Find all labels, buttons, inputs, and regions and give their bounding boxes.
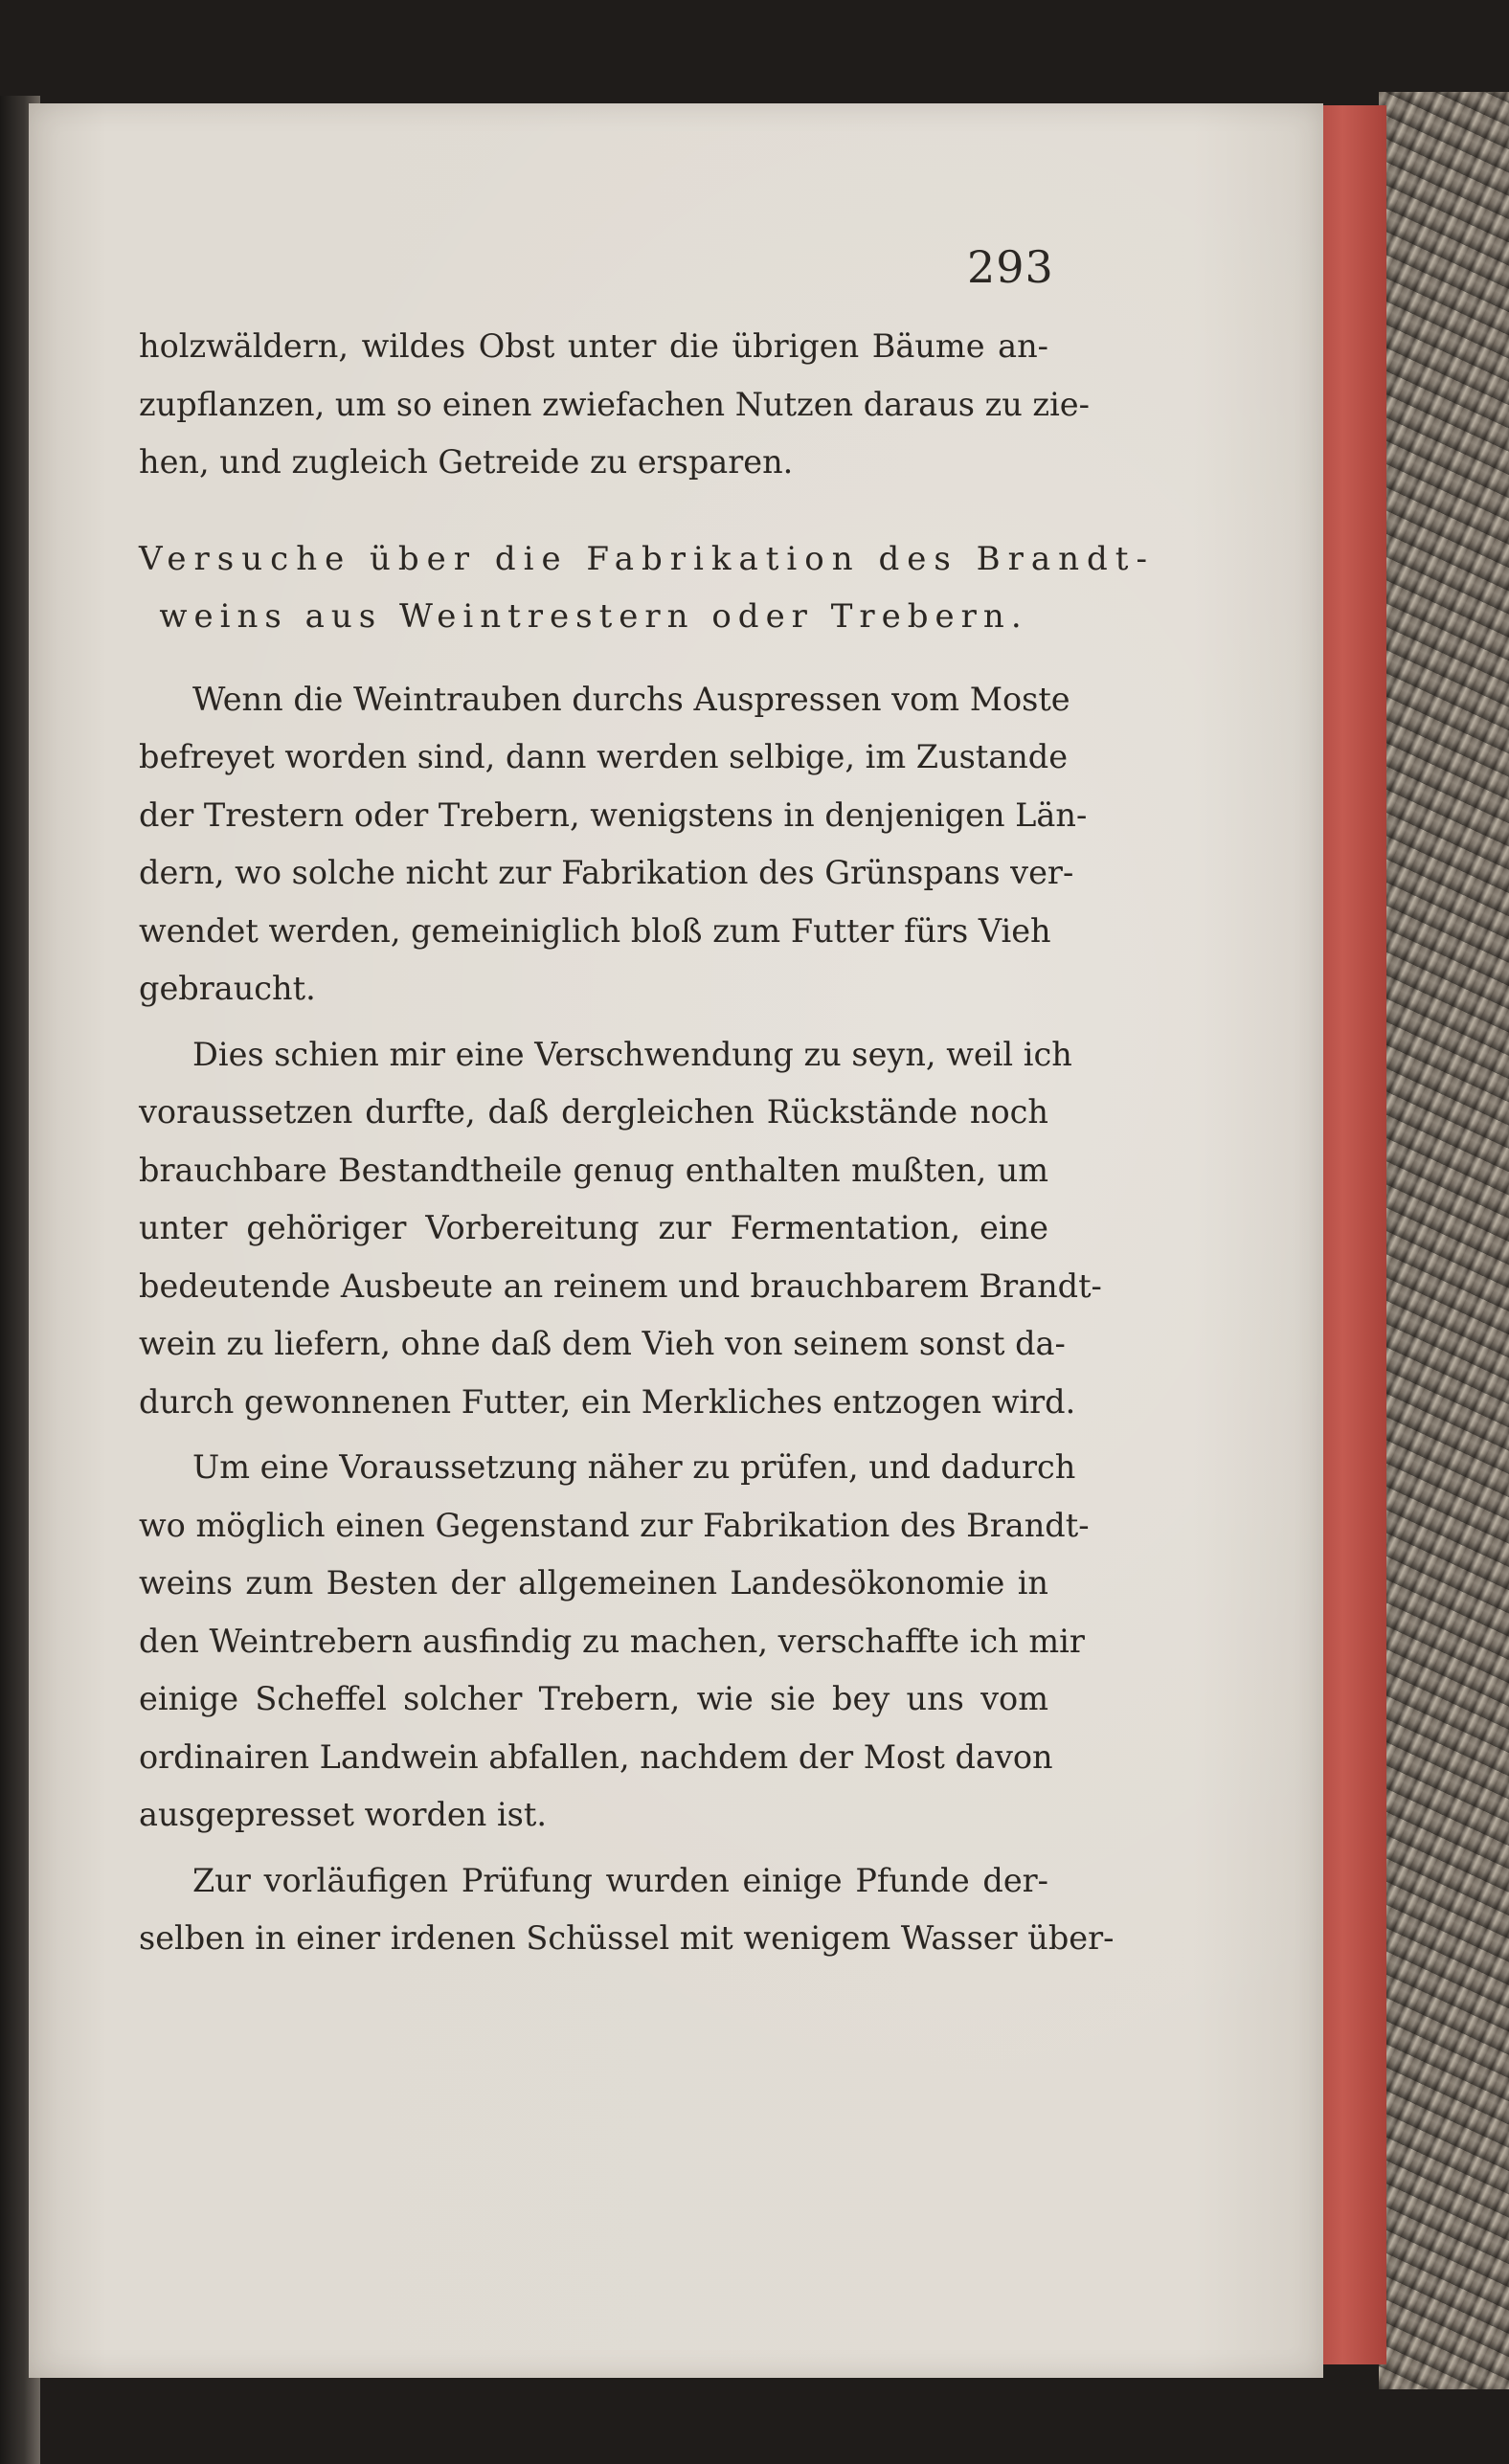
red-page-edge xyxy=(1314,105,1386,2364)
text-line: Um eine Voraussetzung näher zu prüfen, und dadurch xyxy=(192,1448,1076,1486)
text-line: wendet werden, gemeiniglich bloß zum Futter fürs Vieh xyxy=(139,911,1051,950)
text-line: gebraucht. xyxy=(139,970,316,1007)
text-line: dern, wo solche nicht zur Fabrikation des Grünspans ver- xyxy=(139,854,1074,891)
text-line: ausgepresset worden ist. xyxy=(139,1796,547,1833)
section-heading xyxy=(139,530,1155,646)
heading-line: weins aus Weintrestern oder Trebern. xyxy=(159,597,1028,636)
text-line: bedeutende Ausbeute an reinem und brauchbarem Brandt- xyxy=(139,1266,1102,1305)
paragraph-2 xyxy=(139,1026,1102,1432)
book-cover-marbled xyxy=(1379,92,1509,2389)
text-line: wo möglich einen Gegenstand zur Fabrikation des Brandt- xyxy=(139,1506,1090,1544)
text-line: zupflanzen, um so einen zwiefachen Nutzen daraus zu zie- xyxy=(139,385,1090,423)
text-line: Zur vorläufigen Prüfung wurden einige Pfunde der- xyxy=(192,1861,1048,1899)
text-line: Dies schien mir eine Verschwendung zu seyn, weil ich xyxy=(192,1035,1072,1073)
text-line: der Trestern oder Trebern, wenigstens in denjenigen Län- xyxy=(139,795,1088,834)
paragraph-intro xyxy=(139,318,1090,492)
text-line: hen, und zugleich Getreide zu ersparen. xyxy=(139,443,794,481)
heading-line: Versuche über die Fabrikation des Brandt- xyxy=(139,539,1155,578)
text-line: einige Scheffel solcher Trebern, wie sie bey uns vom xyxy=(139,1680,1048,1717)
text-line: weins zum Besten der allgemeinen Landesökonomie in xyxy=(139,1564,1048,1602)
text-line: wein zu liefern, ohne daß dem Vieh von seinem sonst da- xyxy=(139,1325,1066,1362)
text-line: holzwäldern, wildes Obst unter die übrigen Bäume an- xyxy=(139,327,1048,365)
text-line: Wenn die Weintrauben durchs Auspressen vom Moste xyxy=(192,680,1070,718)
text-line: voraussetzen durfte, daß dergleichen Rückstände noch xyxy=(139,1093,1048,1131)
page-number: 293 xyxy=(967,241,1054,293)
text-line: befreyet worden sind, dann werden selbige, im Zustande xyxy=(139,738,1069,775)
text-line: brauchbare Bestandtheile genug enthalten mußten, um xyxy=(139,1151,1048,1189)
page-text xyxy=(139,318,1155,1968)
text-line: den Weintrebern ausfindig zu machen, verschaffte ich mir xyxy=(139,1622,1085,1660)
text-line: selben in einer irdenen Schüssel mit wenigem Wasser über- xyxy=(139,1919,1115,1957)
text-line: ordinairen Landwein abfallen, nachdem der Most davon xyxy=(139,1737,1053,1776)
text-line: durch gewonnenen Futter, ein Merkliches entzogen wird. xyxy=(139,1382,1076,1421)
paragraph-3 xyxy=(139,1439,1090,1845)
paragraph-1 xyxy=(139,671,1088,1019)
paragraph-4 xyxy=(139,1852,1115,1968)
text-line: unter gehöriger Vorbereitung zur Fermentation, eine xyxy=(139,1209,1048,1246)
